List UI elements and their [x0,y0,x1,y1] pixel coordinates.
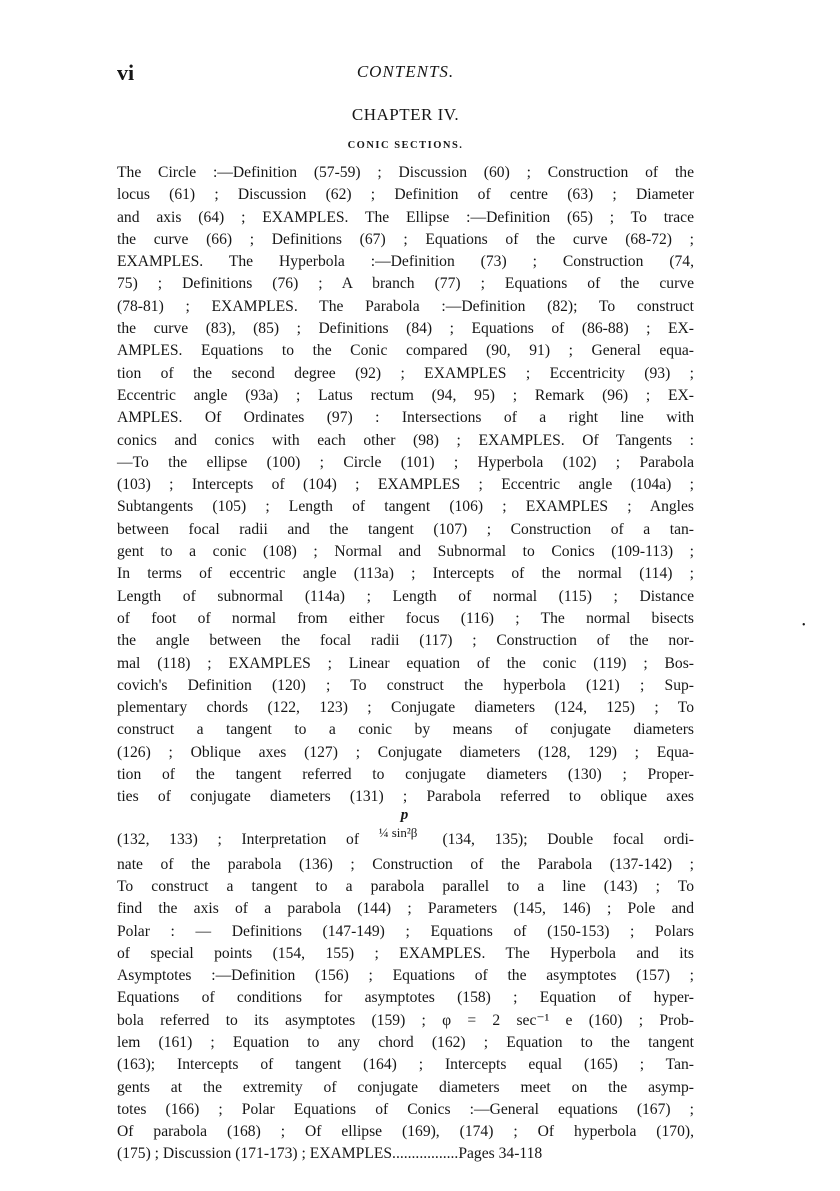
text-line: AMPLES. Of Ordinates (97) : Intersections of a right line with [117,409,694,427]
text-line: Subtangents (105) ; Length of tangent (106) ; EXAMPLES ; Angles [117,498,694,516]
text-line: between focal radii and the tangent (107) ; Construction of a tan- [117,520,694,538]
text-line: mal (118) ; EXAMPLES ; Linear equation of the conic (119) ; Bos- [117,654,694,672]
text-line: covich's Definition (120) ; To construct the hyperbola (121) ; Sup- [117,676,694,694]
text-line: Equations of conditions for asymptotes (158) ; Equation of hyper- [117,989,694,1007]
text-line: Length of subnormal (114a) ; Length of normal (115) ; Distance [117,587,694,605]
running-title: CONTENTS. [356,62,455,81]
text-line: plementary chords (122, 123) ; Conjugate diameters (124, 125) ; To [117,699,694,717]
text-line: The Circle :—Definition (57-59) ; Discussion (60) ; Construction of the [117,164,694,181]
contents-paragraph [117,162,694,1166]
text-line: gents at the extremity of conjugate diameters meet on the asymp- [117,1078,694,1096]
page-header [117,58,694,88]
text-line: nate of the parabola (136) ; Construction of the Parabola (137-142) ; [117,855,694,873]
text-line: the angle between the focal radii (117) ; Construction of the nor- [117,632,694,650]
text-line: Eccentric angle (93a) ; Latus rectum (94, 95) ; Remark (96) ; EX- [117,386,694,404]
fraction-numerator: p [400,807,409,824]
text-line: Polar : — Definitions (147-149) ; Equations of (150-153) ; Polars [117,922,694,940]
text-line: gent to a conic (108) ; Normal and Subnormal to Conics (109-113) ; [117,543,694,561]
text-line: To construct a tangent to a parabola parallel to a line (143) ; To [117,877,694,895]
fraction-formula [378,807,423,844]
text-line: construct a tangent to a conic by means of conjugate diameters [117,721,694,739]
fraction-denominator: ¼ sin²β [378,825,418,841]
text-line: Of parabola (168) ; Of ellipse (169), (174) ; Of hyperbola (170), [117,1123,694,1141]
formula-line-after: (134, 135); Double focal ordi- [442,831,694,849]
section-title: CONIC SECTIONS. [347,140,464,151]
text-line: EXAMPLES. The Hyperbola :—Definition (73) ; Construction (74, [117,253,694,271]
text-line: Asymptotes :—Definition (156) ; Equations of the asymptotes (157) ; [117,967,694,985]
text-line: totes (166) ; Polar Equations of Conics :—General equations (167) ; [117,1100,694,1118]
margin-mark: • [802,620,806,631]
text-line: tion of the second degree (92) ; EXAMPLES ; Eccentricity (93) ; [117,364,694,382]
text-line: (163); Intercepts of tangent (164) ; Intercepts equal (165) ; Tan- [117,1056,694,1074]
text-line: conics and conics with each other (98) ; EXAMPLES. Of Tangents : [117,431,694,449]
page-number: vi [117,60,135,85]
text-line: 75) ; Definitions (76) ; A branch (77) ; Equations of the curve [117,275,694,293]
text-line: the curve (66) ; Definitions (67) ; Equations of the curve (68-72) ; [117,230,694,248]
text-line: and axis (64) ; EXAMPLES. The Ellipse :—Definition (65) ; To trace [117,208,694,226]
text-line: (103) ; Intercepts of (104) ; EXAMPLES ; Eccentric angle (104a) ; [117,476,694,494]
text-line: bola referred to its asymptotes (159) ; φ = 2 sec⁻¹ e (160) ; Prob- [117,1011,694,1029]
text-line: (175) ; Discussion (171-173) ; EXAMPLES.................Pages 34-118 [117,1145,543,1163]
text-line: (126) ; Oblique axes (127) ; Conjugate diameters (128, 129) ; Equa- [117,743,694,761]
formula-line-before: (132, 133) ; Interpretation of [117,831,360,849]
chapter-title: CHAPTER IV. [351,105,460,124]
text-line: lem (161) ; Equation to any chord (162) ; Equation to the tangent [117,1033,694,1051]
formula-line [117,809,694,854]
text-line: (78-81) ; EXAMPLES. The Parabola :—Definition (82); To construct [117,297,694,315]
text-line: —To the ellipse (100) ; Circle (101) ; Hyperbola (102) ; Parabola [117,453,694,471]
text-line: AMPLES. Equations to the Conic compared (90, 91) ; General equa- [117,342,694,360]
text-line: tion of the tangent referred to conjugate diameters (130) ; Proper- [117,766,694,784]
text-line: ties of conjugate diameters (131) ; Parabola referred to oblique axes [117,788,694,806]
text-line: find the axis of a parabola (144) ; Parameters (145, 146) ; Pole and [117,900,694,918]
text-line: In terms of eccentric angle (113a) ; Intercepts of the normal (114) ; [117,565,694,583]
text-line: the curve (83), (85) ; Definitions (84) ; Equations of (86-88) ; EX- [117,320,694,338]
text-line: of special points (154, 155) ; EXAMPLES. The Hyperbola and its [117,944,694,962]
text-line: of foot of normal from either focus (116) ; The normal bisects [117,609,694,627]
text-line: locus (61) ; Discussion (62) ; Definition of centre (63) ; Diameter [117,186,694,204]
